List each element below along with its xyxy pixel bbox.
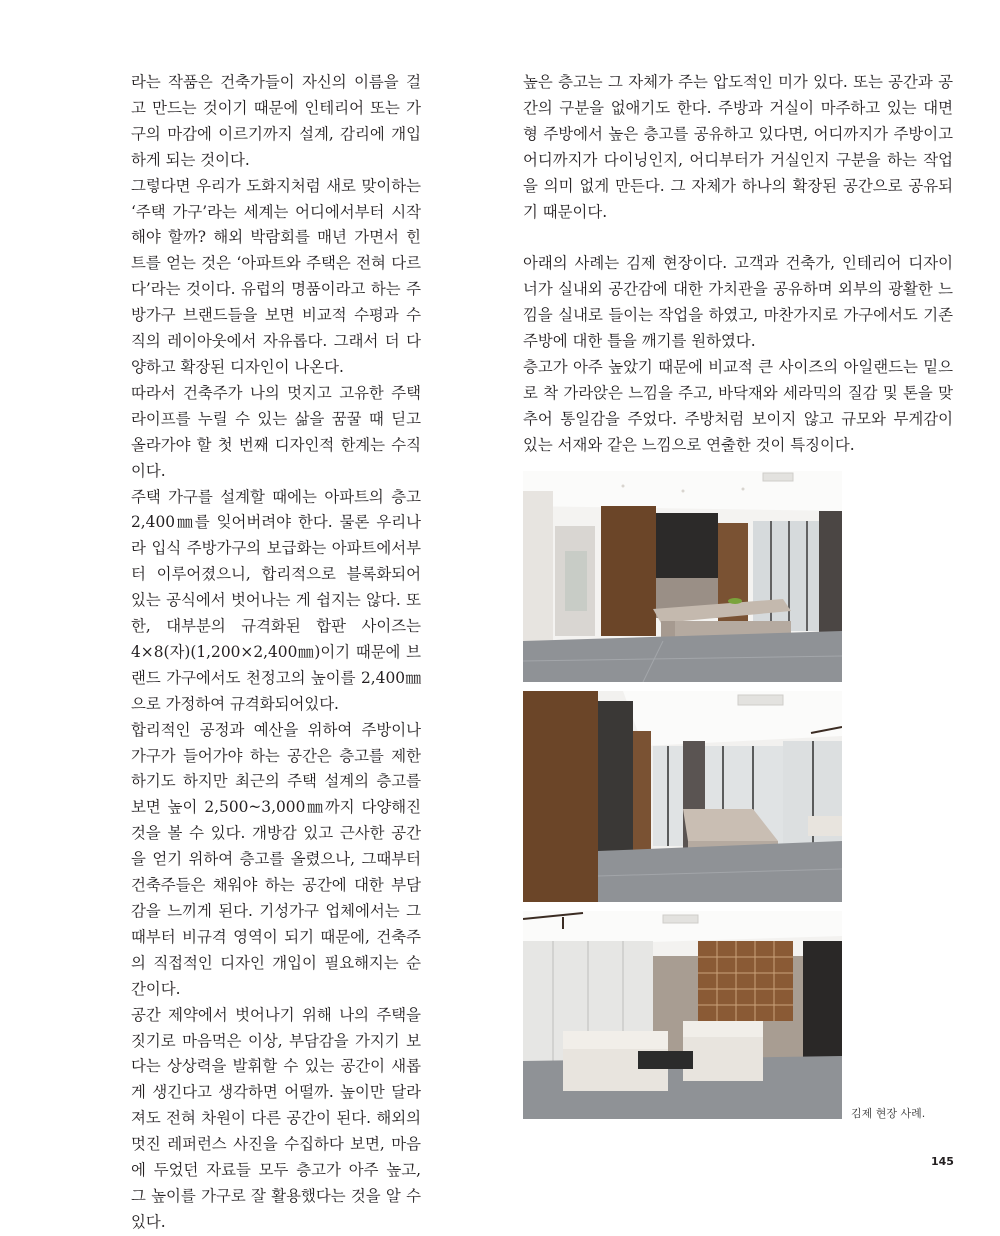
body-paragraph: 그렇다면 우리가 도화지처럼 새로 맞이하는 ‘주택 가구’라는 세계는 어디에서부터 시작해야 할까? 해외 박람회를 매년 가면서 힌트를 얻는 것은 ‘아파트와 주택은 전혀 다르다’라는 것이다. 유럽의 명품이라고 하는 주방가구 브랜드들을 보면 비교적 수평과 수직의 레이아웃에서 자유롭다. 그래서 더 다양하고 확장된 디자인이 나온다. [131,176,421,376]
body-paragraph: 주택 가구를 설계할 때에는 아파트의 층고 2,400㎜를 잊어버려야 한다. 물론 우리나라 입식 주방가구의 보급화는 아파트에서부터 이루어졌으니, 합리적으로 블록화되어 있는 공식에서 벗어나는 게 쉽지는 않다. 또한, 대부분의 규격화된 합판 사이즈는 4×8(자)(1,200×2,400㎜)이기 때문에 브랜드 가구에서도 천정고의 높이를 2,400㎜으로 가정하여 규격화되어있다. [131,487,421,713]
body-paragraph: 라는 작품은 건축가들이 자신의 이름을 걸고 만드는 것이기 때문에 인테리어 또는 가구의 마감에 이르기까지 설계, 감리에 개입하게 되는 것이다. [131,73,421,169]
body-paragraph: 높은 층고는 그 자체가 주는 압도적인 미가 있다. 또는 공간과 공간의 구분을 없애기도 한다. 주방과 거실이 마주하고 있는 대면형 주방에서 높은 층고를 공유하고 있다면, 어디까지가 주방이고 어디까지가 다이닝인지, 어디부터가 거실인지 구분을 하는 작업을 의미 없게 만든다. 그 자체가 하나의 확장된 공간으로 공유되기 때문이다. [523,73,953,221]
left-text-column [131,70,421,1236]
kitchen-island-photo [523,471,842,682]
body-paragraph: 아래의 사례는 김제 현장이다. 고객과 건축가, 인테리어 디자이너가 실내외 공간감에 대한 가치관을 공유하며 외부의 광활한 느낌을 실내로 들이는 작업을 하였고, 마찬가지로 가구에서도 기존 주방에 대한 틀을 깨기를 원하였다. [523,254,953,351]
kitchen-window-photo [523,691,842,902]
body-paragraph: 따라서 건축주가 나의 멋지고 고유한 주택 라이프를 누릴 수 있는 삶을 꿈꿀 때 딛고 올라가야 할 첫 번째 디자인적 한계는 수직이다. [131,383,421,480]
right-text-column [523,70,953,459]
body-paragraph: 층고가 아주 높았기 때문에 비교적 큰 사이즈의 아일랜드는 밑으로 착 가라앉은 느낌을 주고, 바닥재와 세라믹의 질감 및 톤을 맞추어 통일감을 주었다. 주방처럼 보이지 않고 규모와 무게감이 있는 서재와 같은 느낌으로 연출한 것이 특징이다. [523,357,953,454]
paragraph-gap [523,225,953,251]
body-paragraph: 공간 제약에서 벗어나기 위해 나의 주택을 짓기로 마음먹은 이상, 부담감을 가지기 보다는 상상력을 발휘할 수 있는 공간이 새롭게 생긴다고 생각하면 어떨까. 높이만 달라져도 전혀 차원이 다른 공간이 된다. 해외의 멋진 레퍼런스 사진을 수집하다 보면, 마음에 두었던 자료들 모두 층고가 아주 높고, 그 높이를 가구로 잘 활용했다는 것을 알 수 있다. [131,1005,421,1231]
body-paragraph: 합리적인 공정과 예산을 위하여 주방이나 가구가 들어가야 하는 공간은 층고를 제한하기도 하지만 최근의 주택 설계의 층고를 보면 높이 2,500~3,000㎜까지 다양해진 것을 볼 수 있다. 개방감 있고 근사한 공간을 얻기 위하여 층고를 올렸으나, 그때부터 건축주들은 채워야 하는 공간에 대한 부담감을 느끼게 된다. 기성가구 업체에서는 그때부터 비규격 영역이 되기 때문에, 건축주의 직접적인 디자인 개입이 필요해지는 순간이다. [131,720,421,998]
living-room-shelf-photo [523,911,842,1119]
page-number: 145 [931,1155,954,1168]
photo-caption: 김제 현장 사례. [851,1107,926,1120]
